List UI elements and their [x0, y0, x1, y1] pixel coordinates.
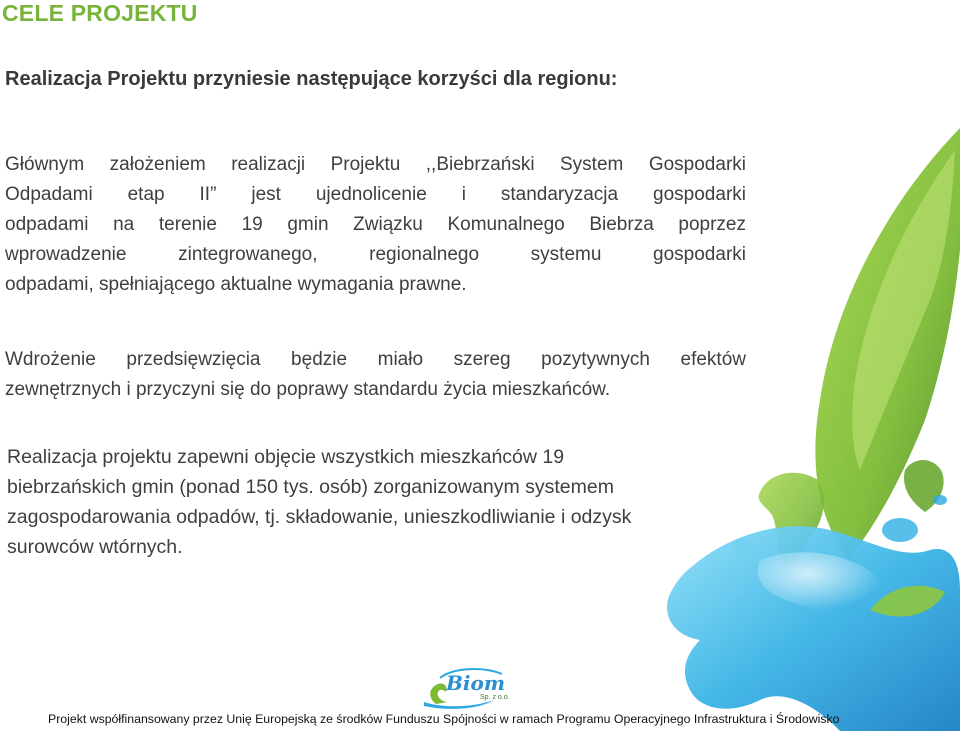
- paragraph-line: biebrzańskich gmin (ponad 150 tys. osób) zorganizowanym systemem: [7, 476, 614, 498]
- paragraph-effects: [5, 345, 746, 405]
- paragraph-line: Wdrożenie przedsięwzięcia będzie miało szereg pozytywnych efektów: [5, 349, 746, 370]
- biom-logo: [422, 664, 522, 710]
- paragraph-line: surowców wtórnych.: [7, 536, 183, 558]
- blue-droplet-1: [882, 518, 918, 542]
- paragraph-line: Realizacja projektu zapewni objęcie wszystkich mieszkańców 19: [7, 446, 565, 468]
- paragraph-line: odpadami na terenie 19 gmin Związku Komunalnego Biebrza poprzez: [5, 214, 746, 235]
- paragraph-line: Odpadami etap II” jest ujednolicenie i standaryzacja gospodarki: [5, 184, 746, 205]
- paragraph-coverage: [7, 442, 727, 562]
- subtitle: Realizacja Projektu przyniesie następujące korzyści dla regionu:: [5, 68, 618, 90]
- paragraph-line: odpadami, spełniającego aktualne wymagania prawne.: [5, 274, 467, 295]
- paragraph-line: zagospodarowania odpadów, tj. składowanie, unieszkodliwianie i odzysk: [7, 506, 632, 528]
- paragraph-line: wprowadzenie zintegrowanego, regionalnego systemu gospodarki: [5, 244, 746, 265]
- page-title: CELE PROJEKTU: [2, 0, 198, 26]
- logo-subtext: Sp. z o.o.: [480, 694, 510, 701]
- logo-text: Biom: [446, 671, 506, 695]
- footer-eu-cofinancing: Projekt współfinansowany przez Unię Europejską ze środków Funduszu Spójności w ramach Programu Operacyjnego Infrastruktura i Środowisko: [48, 712, 840, 726]
- paragraph-line: zewnętrznych i przyczyni się do poprawy standardu życia mieszkańców.: [5, 379, 611, 400]
- paragraph-main-goal: [5, 150, 746, 300]
- blue-droplet-2: [733, 539, 751, 551]
- blue-droplet-3: [933, 495, 947, 505]
- paragraph-line: Głównym założeniem realizacji Projektu ,,Biebrzański System Gospodarki: [5, 154, 746, 175]
